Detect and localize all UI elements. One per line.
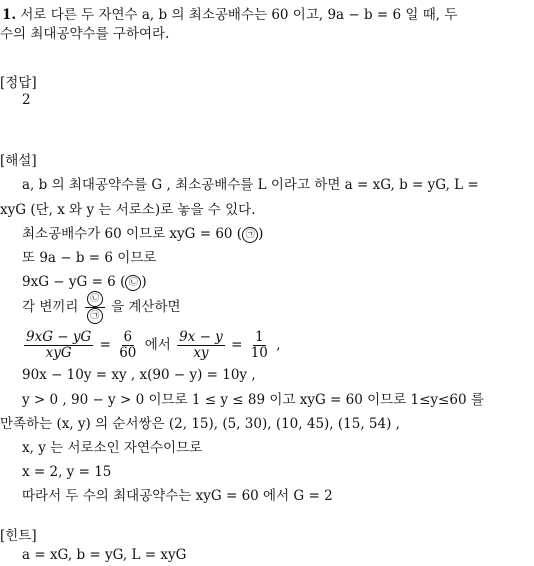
solution-text: 최소공배수가 60 이므로 xyG = 60 ( xyxy=(22,226,243,242)
fraction-4 xyxy=(249,330,270,361)
solution-line-10: 만족하는 (x, y) 의 순서쌍은 (2, 15), (5, 30), (10, 45), (15, 54) , xyxy=(0,416,400,432)
solution-line-11: x, y 는 서로소인 자연수이므로 xyxy=(22,440,203,456)
solution-line-1: a, b 의 최대공약수를 G , 최소공배수를 L 이라고 하면 a = xG, b = yG, L = xyxy=(22,177,479,193)
solution-line-5 xyxy=(22,273,147,291)
fraction-2 xyxy=(117,330,138,361)
solution-text: 에서 xyxy=(144,337,171,353)
fraction-denominator: 60 xyxy=(119,345,137,361)
fraction-denominator: 10 xyxy=(250,345,268,361)
fraction-numerator: 6 xyxy=(123,329,133,345)
solution-text: 각 변끼리 xyxy=(22,299,79,315)
fraction-numerator: 9xG − yG xyxy=(26,329,92,345)
fraction-1 xyxy=(24,330,93,361)
solution-text: 9xG − yG = 6 ( xyxy=(22,274,126,290)
fraction-denominator: xyG xyxy=(45,345,72,361)
solution-line-4: 또 9a − b = 6 이므로 xyxy=(22,250,157,266)
circle-label-b: ㉡ xyxy=(125,275,141,291)
fraction-numerator: 1 xyxy=(255,329,264,345)
solution-line-3 xyxy=(22,225,263,243)
circle-label-a: ㉠ xyxy=(242,227,258,243)
problem-number: 1. xyxy=(2,7,17,23)
hint-text: a = xG, b = yG, L = xyG xyxy=(22,547,187,563)
circle-label-a: ㉠ xyxy=(87,308,103,324)
fraction-3 xyxy=(177,330,225,361)
solution-heading: [해설] xyxy=(0,153,37,169)
problem-line-1 xyxy=(2,6,457,24)
circle-label-b: ㉡ xyxy=(87,291,103,307)
comma: , xyxy=(276,337,281,353)
problem-text-2: 수의 최대공약수를 구하여라. xyxy=(0,26,170,42)
solution-text: 을 계산하면 xyxy=(111,299,181,315)
paren: ) xyxy=(141,274,147,290)
solution-line-13: 따라서 두 수의 최대공약수는 xyG = 60 에서 G = 2 xyxy=(22,488,333,504)
fraction-numerator: 9x − y xyxy=(179,329,223,345)
solution-line-6 xyxy=(22,290,181,324)
fraction-denominator: xy xyxy=(193,345,209,361)
equals-sign: = xyxy=(231,337,243,353)
fraction-circles xyxy=(85,291,105,324)
paren: ) xyxy=(258,226,264,242)
solution-line-7 xyxy=(22,328,281,362)
problem-text-1: 서로 다른 두 자연수 a, b 의 최소공배수는 60 이고, 9a − b = 6 일 때, 두 xyxy=(20,7,458,23)
hint-heading: [힌트] xyxy=(0,528,37,544)
answer-heading: [정답] xyxy=(0,75,37,91)
solution-line-8: 90x − 10y = xy , x(90 − y) = 10y , xyxy=(22,367,256,383)
solution-line-2: xyG (단, x 와 y 는 서로소)로 놓을 수 있다. xyxy=(0,202,256,218)
answer-value: 2 xyxy=(22,92,31,108)
solution-line-9: y > 0 , 90 − y > 0 이므로 1 ≤ y ≤ 89 이고 xyG = 60 이므로 1≤y≤60 를 xyxy=(22,392,484,408)
equals-sign: = xyxy=(99,337,111,353)
solution-line-12: x = 2, y = 15 xyxy=(22,464,112,480)
